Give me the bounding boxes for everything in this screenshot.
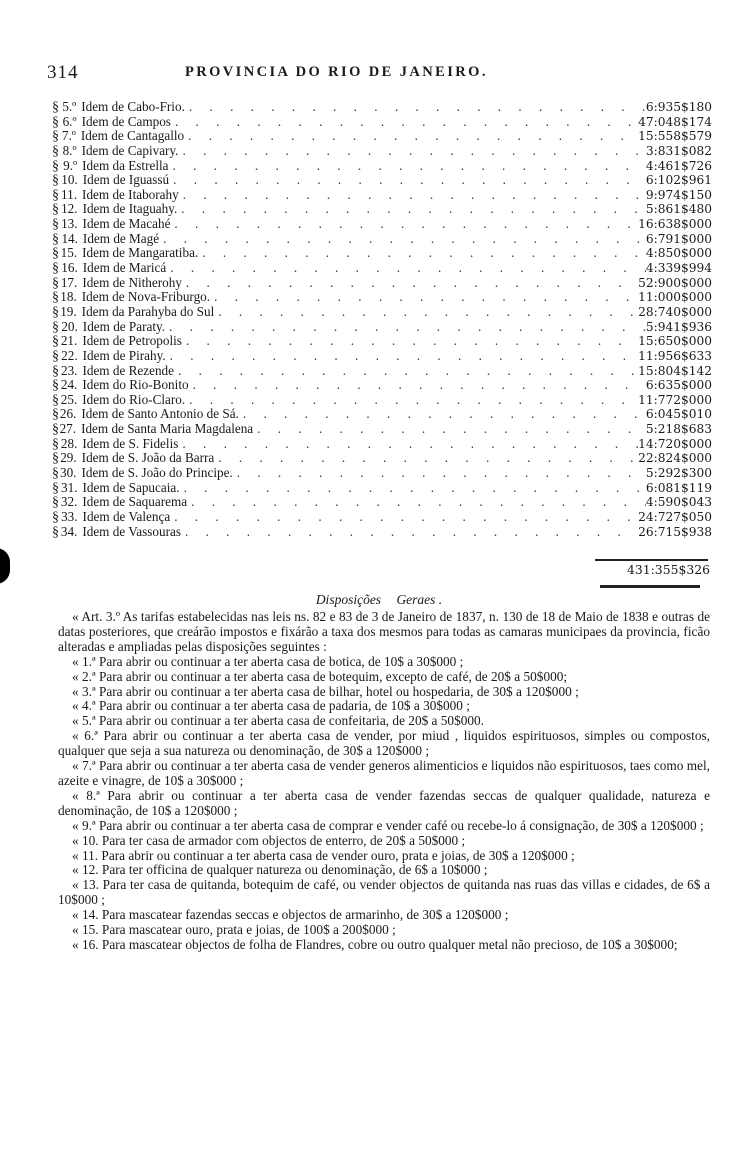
article-paragraph: « Art. 3.º As tarifas estabelecidas nas leis ns. 82 e 83 de 3 de Janeiro de 1837, n. 130 de 18 de Maio de 1838 e outras de datas posteriores, que creárão impostos e fixárão a taxa dos mesmos para todas as camaras municipaes da provincia, ficão alteradas e ampliadas pelas disposições seguintes : (58, 609, 710, 654)
item-amount: 9:974$150 (645, 187, 712, 202)
item-label: Idem de Capivary. (81, 142, 179, 158)
item-number: 7.º (61, 128, 76, 144)
item-number: 9.º (63, 157, 78, 173)
item-number: 32. (60, 494, 78, 510)
dot-leader (169, 159, 646, 174)
body-text (58, 610, 710, 953)
item-amount: 6:102$961 (645, 173, 712, 188)
list-item (52, 378, 712, 393)
section-symbol: § (52, 524, 59, 540)
item-amount: 6:045$010 (645, 407, 712, 422)
item-amount: 26:715$938 (638, 524, 712, 539)
item-number: 34. (60, 523, 78, 539)
item-number: 29. (60, 450, 77, 466)
tariff-clause: « 8.ª Para abrir ou continuar a ter aberta casa de vender fazendas seccas de qualquer qualidade, natureza e denominação, de 10$ a 120$000 ; (58, 787, 710, 818)
list-item (52, 510, 712, 525)
item-label: Idem de Campos (81, 113, 171, 129)
list-item (52, 115, 712, 130)
item-label: Idem de S. Fidelis (82, 435, 179, 451)
list-item (52, 100, 712, 115)
item-label: Idem de Maricá (82, 260, 167, 276)
item-label: Idem do Rio-Bonito (82, 377, 189, 393)
section-symbol: § (52, 304, 59, 320)
item-number: 15. (60, 245, 78, 261)
list-item (52, 217, 712, 232)
dot-leader (233, 466, 646, 481)
section-symbol: § (52, 275, 59, 291)
item-number: 20. (61, 318, 78, 334)
list-item (52, 305, 712, 320)
section-symbol: § (52, 509, 59, 525)
item-label: Idem de Itaguahy. (82, 201, 178, 217)
list-item (52, 422, 712, 437)
item-label: Idem de Itaborahy (82, 186, 179, 202)
running-title: PROVINCIA DO RIO DE JANEIRO. (185, 64, 488, 80)
section-symbol: § (52, 158, 59, 174)
list-item (52, 129, 712, 144)
tariff-clause: « 10. Para ter casa de armador com objectos de enterro, de 20$ a 50$000 ; (72, 832, 466, 848)
item-number: 14. (61, 230, 78, 246)
tariff-clause: « 11. Para abrir ou continuar a ter aberta casa de vender ouro, prata e joias, de 30$ a 120$000 ; (72, 847, 575, 863)
tariff-clause: « 7.ª Para abrir ou continuar a ter aberta casa de vender generos alimenticios e liquidos não espirituosos, taes como mel, azeite e vinagre, de 10$ a 30$000 ; (58, 758, 710, 788)
list-item (52, 173, 712, 188)
item-label: Idem de Mangaratiba. (82, 245, 199, 261)
item-number: 24. (60, 377, 78, 393)
dot-leader (198, 246, 646, 261)
dot-leader (214, 305, 638, 320)
section-symbol: § (52, 129, 59, 145)
list-item (52, 525, 712, 540)
dot-leader (170, 217, 638, 232)
section-symbol: § (52, 466, 59, 482)
section-symbol: § (52, 319, 59, 335)
section-symbol: § (52, 334, 59, 350)
dot-leader (165, 320, 646, 335)
total-rule-top (595, 559, 708, 561)
item-label: Idem de Macahé (82, 216, 171, 232)
tariff-clause: « 9.ª Para abrir ou continuar a ter aberta casa de comprar e vender café ou recebe-lo á consignação, de 30$ a 120$000 ; (72, 817, 704, 833)
item-label: Idem de Saquarema (82, 494, 188, 510)
item-amount: 4:339$994 (645, 261, 712, 276)
item-number: 18. (60, 289, 77, 305)
dot-leader (174, 364, 638, 379)
item-amount: 6:935$180 (645, 100, 712, 114)
section-symbol: § (52, 202, 59, 218)
item-label: Idem da Parahyba do Sul (81, 303, 215, 319)
item-label: Idem de Paraty. (82, 318, 166, 334)
item-amount: 11:956$633 (638, 348, 712, 363)
dot-leader (182, 334, 638, 349)
item-amount: 6:791$000 (645, 231, 712, 246)
item-label: Idem de S. João da Barra (81, 450, 215, 466)
item-number: 33. (61, 508, 78, 524)
section-heading-part2: Geraes . (396, 592, 443, 607)
section-symbol: § (52, 363, 59, 379)
item-amount: 22:824$000 (638, 451, 712, 466)
item-number: 8.º (62, 142, 77, 158)
section-symbol: § (52, 392, 59, 408)
dot-leader (166, 349, 638, 364)
list-item (52, 232, 712, 247)
tariff-clause: « 1.ª Para abrir ou continuar a ter aberta casa de botica, de 10$ a 30$000 ; (72, 653, 464, 669)
dot-leader (159, 232, 646, 247)
tariff-clause: « 12. Para ter officina de qualquer natureza ou denominação, de 6$ a 10$000 ; (72, 862, 488, 878)
item-label: Idem de Magé (82, 230, 160, 246)
dot-leader (182, 276, 638, 291)
dot-leader (178, 144, 645, 159)
dot-leader (179, 188, 646, 203)
item-amount: 14:720$000 (638, 436, 712, 451)
section-symbol: § (52, 436, 59, 452)
item-label: Idem de Pirahy. (82, 347, 166, 363)
dot-leader (180, 481, 646, 496)
dot-leader (169, 173, 646, 188)
section-symbol: § (52, 217, 59, 233)
item-number: 19. (60, 303, 77, 319)
dot-leader (166, 261, 646, 276)
item-label: Idem de Iguassú (82, 172, 170, 188)
list-item (52, 276, 712, 291)
tariff-clause: « 5.ª Para abrir ou continuar a ter aberta casa de confeitaria, de 20$ a 50$000. (72, 713, 485, 729)
list-item (52, 144, 712, 159)
list-item (52, 159, 712, 174)
item-number: 23. (60, 362, 78, 378)
section-symbol: § (52, 495, 59, 511)
tariff-clause: « 4.ª Para abrir ou continuar a ter aberta casa de padaria, de 10$ a 30$000 ; (72, 698, 470, 714)
item-amount: 11:000$000 (638, 290, 712, 305)
section-symbol: § (52, 378, 59, 394)
list-item (52, 202, 712, 217)
section-symbol: § (52, 422, 59, 438)
item-number: 6.º (62, 113, 77, 129)
item-amount: 15:650$000 (638, 334, 712, 349)
page-number: 314 (47, 62, 79, 83)
item-label: Idem de Valença (82, 508, 171, 524)
item-amount: 4:461$726 (645, 158, 712, 173)
section-symbol: § (52, 348, 59, 364)
item-amount: 16:638$000 (638, 217, 712, 232)
list-item (52, 246, 712, 261)
section-symbol: § (52, 173, 59, 189)
item-amount: 15:558$579 (638, 129, 712, 144)
list-item (52, 320, 712, 335)
item-number: 11. (61, 186, 78, 202)
item-amount: 11:772$000 (638, 392, 712, 407)
dot-leader (239, 407, 646, 422)
list-item (52, 495, 712, 510)
item-number: 25. (60, 391, 78, 407)
tariff-clause: « 2.ª Para abrir ou continuar a ter aberta casa de botequim, excepto de café, de 20$ a 50$000; (72, 668, 568, 684)
item-number: 10. (61, 172, 78, 188)
section-symbol: § (52, 143, 59, 159)
list-item (52, 364, 712, 379)
section-symbol: § (52, 261, 59, 277)
list-item (52, 451, 712, 466)
list-item (52, 334, 712, 349)
list-item (52, 407, 712, 422)
dot-leader (181, 525, 638, 540)
list-item (52, 393, 712, 408)
section-heading (0, 592, 746, 608)
dot-leader (177, 202, 646, 217)
item-label: Idem de Nitherohy (82, 274, 182, 290)
item-amount: 15:804$142 (638, 363, 712, 378)
tariff-clause: « 3.ª Para abrir ou continuar a ter aberta casa de bilhar, hotel ou hospedaria, de 30$ a 120$000 ; (72, 683, 579, 699)
section-symbol: § (52, 187, 59, 203)
item-number: 21. (60, 333, 78, 349)
item-label: Idem de Santa Maria Magdalena (81, 421, 254, 437)
item-amount: 28:740$000 (638, 304, 712, 319)
item-amount: 24:727$050 (638, 509, 712, 524)
item-label: Idem de Vassouras (82, 523, 181, 539)
list-item (52, 349, 712, 364)
item-label: Idem de S. João do Principe. (81, 465, 233, 481)
item-amount: 5:861$480 (645, 202, 712, 217)
list-item (52, 466, 712, 481)
item-label: Idem de Petropolis (82, 333, 182, 349)
dot-leader (184, 129, 638, 144)
section-symbol: § (52, 480, 59, 496)
item-number: 28. (60, 435, 78, 451)
dot-leader (171, 115, 638, 130)
tax-list (52, 100, 712, 539)
list-item (52, 437, 712, 452)
dot-leader (189, 378, 646, 393)
item-number: 26. (59, 406, 77, 422)
item-number: 17. (60, 274, 78, 290)
list-item (52, 290, 712, 305)
dot-leader (214, 451, 638, 466)
section-symbol: § (52, 451, 59, 467)
item-label: Idem de Rezende (82, 362, 175, 378)
item-label: Idem do Rio-Claro. (82, 391, 186, 407)
item-label: Idem de Sapucaia. (82, 479, 180, 495)
dot-leader (253, 422, 646, 437)
dot-leader (187, 495, 646, 510)
section-symbol: § (52, 246, 59, 262)
item-amount: 6:635$000 (645, 378, 712, 393)
item-amount: 47:048$174 (638, 114, 712, 129)
item-label: Idem de Cantagallo (80, 128, 185, 144)
section-symbol: § (52, 231, 59, 247)
item-label: Idem de Santo Antonio de Sá. (81, 406, 239, 422)
section-symbol: § (52, 407, 59, 423)
dot-leader (170, 510, 638, 525)
dot-leader (185, 393, 638, 408)
dot-leader (185, 100, 646, 115)
dot-leader (178, 437, 638, 452)
list-item (52, 261, 712, 276)
item-amount: 5:941$936 (645, 319, 712, 334)
tariff-clause: « 16. Para mascatear objectos de folha de Flandres, cobre ou outro qualquer metal não precioso, de 10$ a 30$000; (72, 936, 678, 952)
item-number: 22. (61, 347, 78, 363)
item-number: 16. (61, 260, 78, 276)
dot-leader (210, 290, 638, 305)
item-amount: 6:081$119 (645, 480, 712, 495)
item-amount: 5:292$300 (645, 466, 712, 481)
item-label: Idem de Cabo-Frio. (81, 99, 185, 114)
section-symbol: § (52, 100, 59, 115)
tariff-clause: « 15. Para mascatear ouro, prata e joias, de 100$ a 200$000 ; (72, 922, 396, 938)
item-number: 30. (59, 465, 77, 481)
item-number: 31. (61, 479, 78, 495)
total-amount: 431:355$326 (626, 562, 710, 577)
item-label: Idem da Estrella (82, 157, 169, 173)
tariff-clause: « 6.ª Para abrir ou continuar a ter aberta casa de vender, por miud , liquidos espirituosos, simples ou compostos, qualquer que seja a sua natureza ou denominação, de 30$ a 120$000 ; (58, 728, 710, 759)
item-amount: 52:900$000 (638, 275, 712, 290)
section-symbol: § (52, 290, 59, 306)
tariff-clause: « 14. Para mascatear fazendas seccas e objectos de armarinho, de 30$ a 120$000 ; (72, 907, 509, 923)
section-heading-part1: Disposições (315, 592, 382, 607)
item-amount: 3:831$082 (645, 143, 712, 158)
scan-margin-blot (0, 548, 10, 584)
item-number: 13. (61, 216, 78, 232)
item-number: 12. (61, 201, 78, 217)
total-rule-bottom (600, 585, 700, 588)
item-number: 27. (59, 421, 77, 437)
list-item (52, 188, 712, 203)
item-label: Idem de Nova-Friburgo. (81, 289, 211, 305)
item-amount: 4:850$000 (645, 246, 712, 261)
list-item (52, 481, 712, 496)
item-amount: 5:218$683 (645, 422, 712, 437)
section-symbol: § (52, 114, 59, 130)
item-amount: 4:590$043 (645, 495, 712, 510)
item-number: 5.º (62, 99, 77, 114)
tariff-clause: « 13. Para ter casa de quitanda, botequim de café, ou vender objectos de quitanda nas ruas das villas e cidades, de 6$ a 10$000 ; (58, 877, 710, 908)
